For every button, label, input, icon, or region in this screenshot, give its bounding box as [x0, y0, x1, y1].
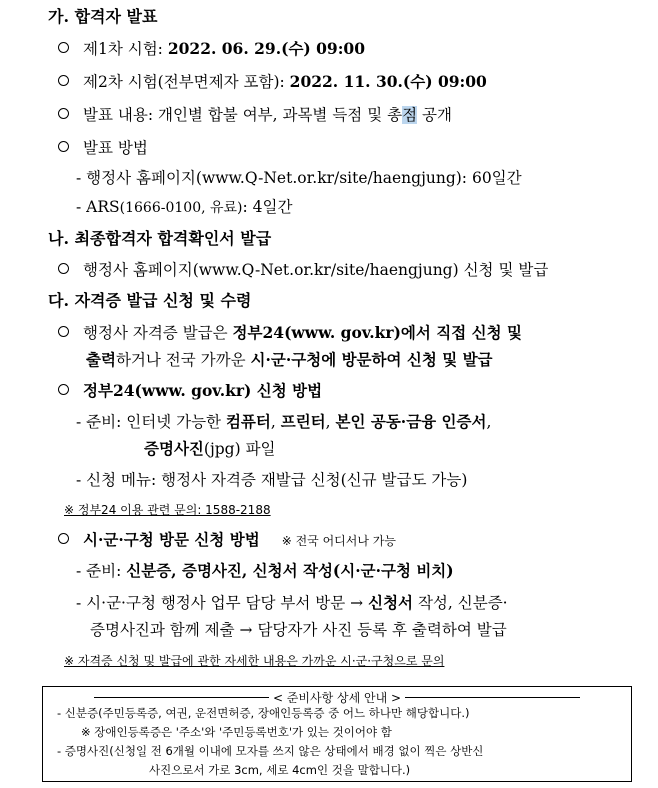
list-item-announce-method: 발표 방법: [58, 137, 148, 159]
sub-item-visit-prepare: - 준비: 신분증, 증명사진, 신청서 작성(시·군·구청 비치): [76, 561, 454, 580]
list-item-announce-content: 발표 내용: 개인별 합불 여부, 과목별 득점 및 총점 공개: [58, 104, 452, 126]
sub-item-gov24-menu: - 신청 메뉴: 행정사 자격증 재발급 신청(신규 발급도 가능): [76, 471, 468, 489]
list-item-certificate-issue: 행정사 홈페이지(www.Q-Net.or.kr/site/haengjung) 신청 및 발급: [58, 259, 548, 281]
list-item-first-exam: 제1차 시험: 2022. 06. 29.(수) 09:00: [58, 38, 365, 60]
list-item-second-exam: 제2차 시험(전부면제자 포함): 2022. 11. 30.(수) 09:00: [58, 71, 487, 93]
section-title-license: 다. 자격증 발급 신청 및 수령: [48, 291, 252, 310]
section-title-announcement: 가. 합격자 발표: [48, 7, 158, 26]
circle-bullet-icon: [58, 263, 69, 274]
list-item-gov24-method: 정부24(www. gov.kr) 신청 방법: [58, 380, 322, 402]
box-line-photo: - 증명사진(신청일 전 6개월 이내에 모자를 쓰지 않은 상태에서 배경 없이 찍은 상반신: [57, 744, 484, 758]
box-line-id: - 신분증(주민등록증, 여권, 운전면허증, 장애인등록증 중 어느 하나만 해당합니다.): [57, 706, 470, 720]
section-title-certificate: 나. 최종합격자 합격확인서 발급: [48, 229, 272, 248]
list-item-license-issue: 행정사 자격증 발급은 정부24(www. gov.kr)에서 직접 신청 및: [58, 322, 522, 344]
circle-bullet-icon: [58, 384, 69, 395]
circle-bullet-icon: [58, 326, 69, 337]
note-gov24-inquiry: ※ 정부24 이용 관련 문의: 1588-2188: [64, 503, 271, 517]
box-line-photo-cont: 사진으로서 가로 3cm, 세로 4cm인 것을 말합니다.): [149, 763, 411, 777]
sub-item-gov24-prepare-cont: 증명사진(jpg) 파일: [144, 439, 276, 458]
circle-bullet-icon: [58, 108, 69, 119]
sub-item-visit-process-cont: 증명사진과 함께 제출 → 담당자가 사진 등록 후 출력하여 발급: [90, 621, 507, 639]
preparation-box-title: < 준비사항 상세 안내 >: [43, 689, 631, 706]
sub-item-gov24-prepare: - 준비: 인터넷 가능한 컴퓨터, 프린터, 본인 공동·금융 인증서,: [76, 412, 492, 431]
sub-item-visit-process: - 시·군·구청 행정사 업무 담당 부서 방문 → 신청서 작성, 신분증·: [76, 593, 508, 612]
note-visit-inquiry: ※ 자격증 신청 및 발급에 관한 자세한 내용은 가까운 시·군·구청으로 문의: [64, 654, 445, 668]
circle-bullet-icon: [58, 42, 69, 53]
list-item-license-issue-cont: 출력하거나 전국 가까운 시·군·구청에 방문하여 신청 및 발급: [86, 350, 493, 369]
sub-item-ars: - ARS(1666-0100, 유료): 4일간: [76, 198, 293, 216]
list-item-visit-method: 시·군·구청 방문 신청 방법 ※ 전국 어디서나 가능: [58, 529, 396, 552]
circle-bullet-icon: [58, 533, 69, 544]
divider: [405, 697, 580, 698]
circle-bullet-icon: [58, 141, 69, 152]
circle-bullet-icon: [58, 75, 69, 86]
preparation-details-box: [42, 686, 632, 782]
box-line-disability-note: ※ 장애인등록증은 '주소'와 '주민등록번호'가 있는 것이어야 함: [81, 725, 392, 739]
sub-item-homepage: - 행정사 홈페이지(www.Q-Net.or.kr/site/haengjung): 60일간: [76, 169, 522, 187]
divider: [94, 697, 269, 698]
